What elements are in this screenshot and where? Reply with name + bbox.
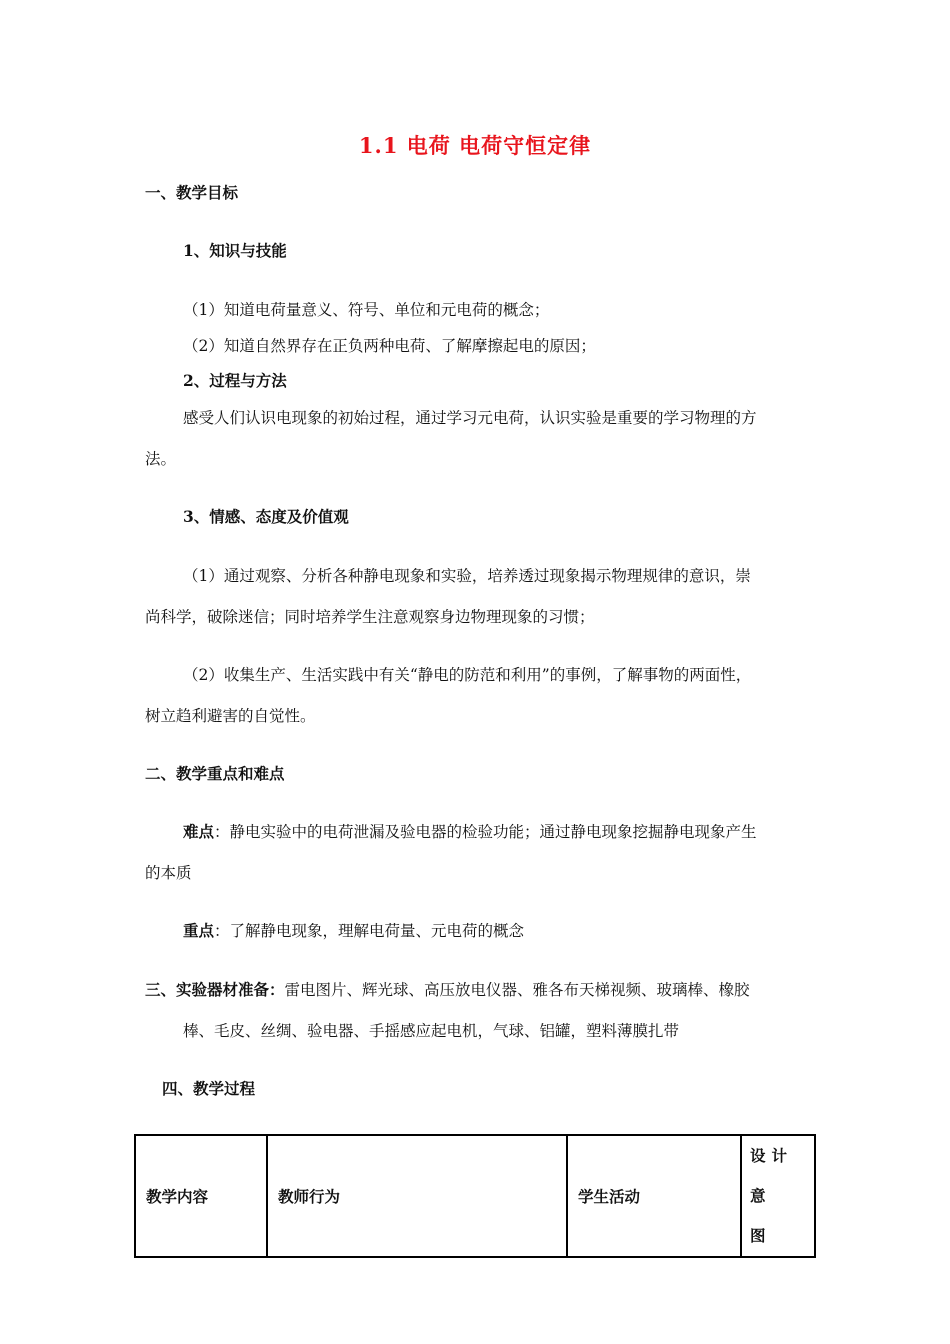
teaching-process-table xyxy=(134,1134,816,1258)
equipment-text-1: 雷电图片、辉光球、高压放电仪器、雅各布天梯视频、玻璃棒、橡胶 xyxy=(284,981,750,999)
emotion-item-1-line2: 尚科学，破除迷信；同时培养学生注意观察身边物理现象的习惯； xyxy=(145,608,595,626)
key-point-line xyxy=(183,920,524,942)
difficulty-line1 xyxy=(183,821,757,843)
subheading-knowledge-skills: 1、知识与技能 xyxy=(183,241,287,260)
difficulty-line2: 的本质 xyxy=(145,864,192,882)
difficulty-text: ：静电实验中的电荷泄漏及验电器的检验功能；通过静电现象挖掘静电现象产生 xyxy=(214,823,757,841)
process-text-line2: 法。 xyxy=(145,450,177,468)
section-heading-objectives: 一、教学目标 xyxy=(145,183,239,202)
knowledge-item-2: （2）知道自然界存在正负两种电荷、了解摩擦起电的原因； xyxy=(183,337,596,355)
section-heading-equipment: 三、实验器材准备： xyxy=(145,980,285,999)
section-heading-process: 四、教学过程 xyxy=(162,1079,256,1098)
design-intent-line2: 图 xyxy=(750,1226,772,1245)
design-intent-line1: 设计意 xyxy=(750,1146,794,1205)
header-design-intent xyxy=(741,1135,815,1257)
emotion-item-1-line1: （1）通过观察、分析各种静电现象和实验，培养透过现象揭示物理规律的意识，崇 xyxy=(183,567,751,585)
key-point-text: ：了解静电现象，理解电荷量、元电荷的概念 xyxy=(214,922,525,940)
header-content: 教学内容 xyxy=(135,1135,267,1257)
emotion-item-2-line2: 树立趋利避害的自觉性。 xyxy=(145,707,316,725)
difficulty-label: 难点 xyxy=(183,822,215,841)
table-header-row xyxy=(135,1135,815,1257)
key-point-label: 重点 xyxy=(183,921,215,940)
header-student: 学生活动 xyxy=(567,1135,741,1257)
document-title: 1.1 电荷 电荷守恒定律 xyxy=(358,133,592,158)
header-teacher: 教师行为 xyxy=(267,1135,567,1257)
emotion-item-2-line1: （2）收集生产、生活实践中有关“静电的防范和利用”的事例，了解事物的两面性， xyxy=(183,666,752,684)
subheading-emotion-attitude: 3、情感、态度及价值观 xyxy=(183,507,349,526)
equipment-line1 xyxy=(145,979,750,1001)
knowledge-item-1: （1）知道电荷量意义、符号、单位和元电荷的概念； xyxy=(183,301,550,319)
section-heading-key-difficult: 二、教学重点和难点 xyxy=(145,764,285,783)
equipment-line2: 棒、毛皮、丝绸、验电器、手摇感应起电机，气球、铝罐，塑料薄膜扎带 xyxy=(183,1022,680,1040)
process-text-line1: 感受人们认识电现象的初始过程，通过学习元电荷，认识实验是重要的学习物理的方 xyxy=(183,409,757,427)
subheading-process-method: 2、过程与方法 xyxy=(183,371,287,390)
